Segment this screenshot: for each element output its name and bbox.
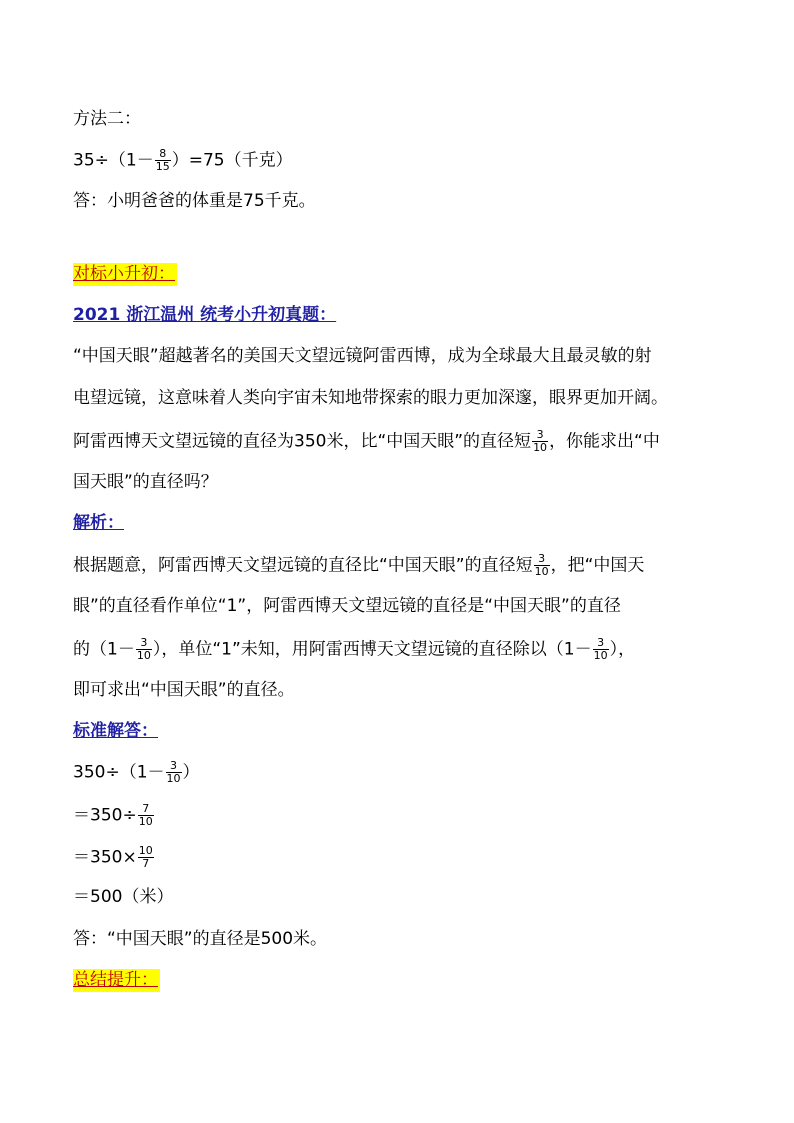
fraction: $\frac{3}{10}$: [534, 552, 549, 578]
problem-line-3: 阿雷西博天文望远镜的直径为350米，比“中国天眼”的直径短 $\frac{3}{10}$ ，你能求出“中: [73, 428, 660, 454]
method-heading: 方法二：: [73, 109, 141, 129]
method-expression: 35÷（1－ $\frac{8}{15}$ ）=75（千克）: [73, 147, 293, 173]
fraction: $\frac{3}{10}$: [593, 636, 608, 662]
problem-line-1: “中国天眼”超越著名的美国天文望远镜阿雷西博，成为全球最大且最灵敏的射: [73, 346, 652, 366]
section-summary-heading: 总结提升：: [73, 970, 158, 990]
analysis-line-1: 根据题意，阿雷西博天文望远镜的直径比“中国天眼”的直径短 $\frac{3}{10}$ ，把“中国天: [73, 552, 645, 578]
analysis-line-2: 眼”的直径看作单位“1”，阿雷西博天文望远镜的直径是“中国天眼”的直径: [73, 596, 621, 616]
solution-step-2: ＝350÷ $\frac{7}{10}$: [73, 802, 153, 828]
analysis-line-4: 即可求出“中国天眼”的直径。: [73, 680, 295, 700]
solution-step-4: ＝500（米）: [73, 887, 174, 907]
solution-step-1: 350÷（1－ $\frac{3}{10}$ ）: [73, 759, 200, 785]
solution-step-3: ＝350× $\frac{10}{7}$: [73, 844, 153, 870]
fraction: $\frac{10}{7}$: [138, 844, 153, 870]
fraction: $\frac{7}{10}$: [138, 802, 153, 828]
fraction: $\frac{3}{10}$: [136, 636, 151, 662]
analysis-heading: 解析：: [73, 513, 124, 533]
solution-answer: 答：“中国天眼”的直径是500米。: [73, 929, 328, 949]
solution-heading: 标准解答：: [73, 721, 158, 741]
problem-line-2: 电望远镜，这意味着人类向宇宙未知地带探索的眼力更加深邃，眼界更加开阔。: [73, 388, 668, 408]
method-answer: 答：小明爸爸的体重是75千克。: [73, 191, 316, 211]
fraction: $\frac{8}{15}$: [155, 147, 170, 173]
problem-line-4: 国天眼”的直径吗？: [73, 472, 218, 492]
fraction: $\frac{3}{10}$: [166, 759, 181, 785]
fraction: $\frac{3}{10}$: [533, 428, 548, 454]
analysis-line-3: 的（1－ $\frac{3}{10}$ ），单位“1”未知，用阿雷西博天文望远镜的直径除以（1－ $\frac{3}{10}$ ），: [73, 636, 636, 662]
section-compare-heading: 对标小升初：: [73, 264, 175, 284]
exam-title: 2021 浙江温州 统考小升初真题：: [73, 305, 337, 325]
